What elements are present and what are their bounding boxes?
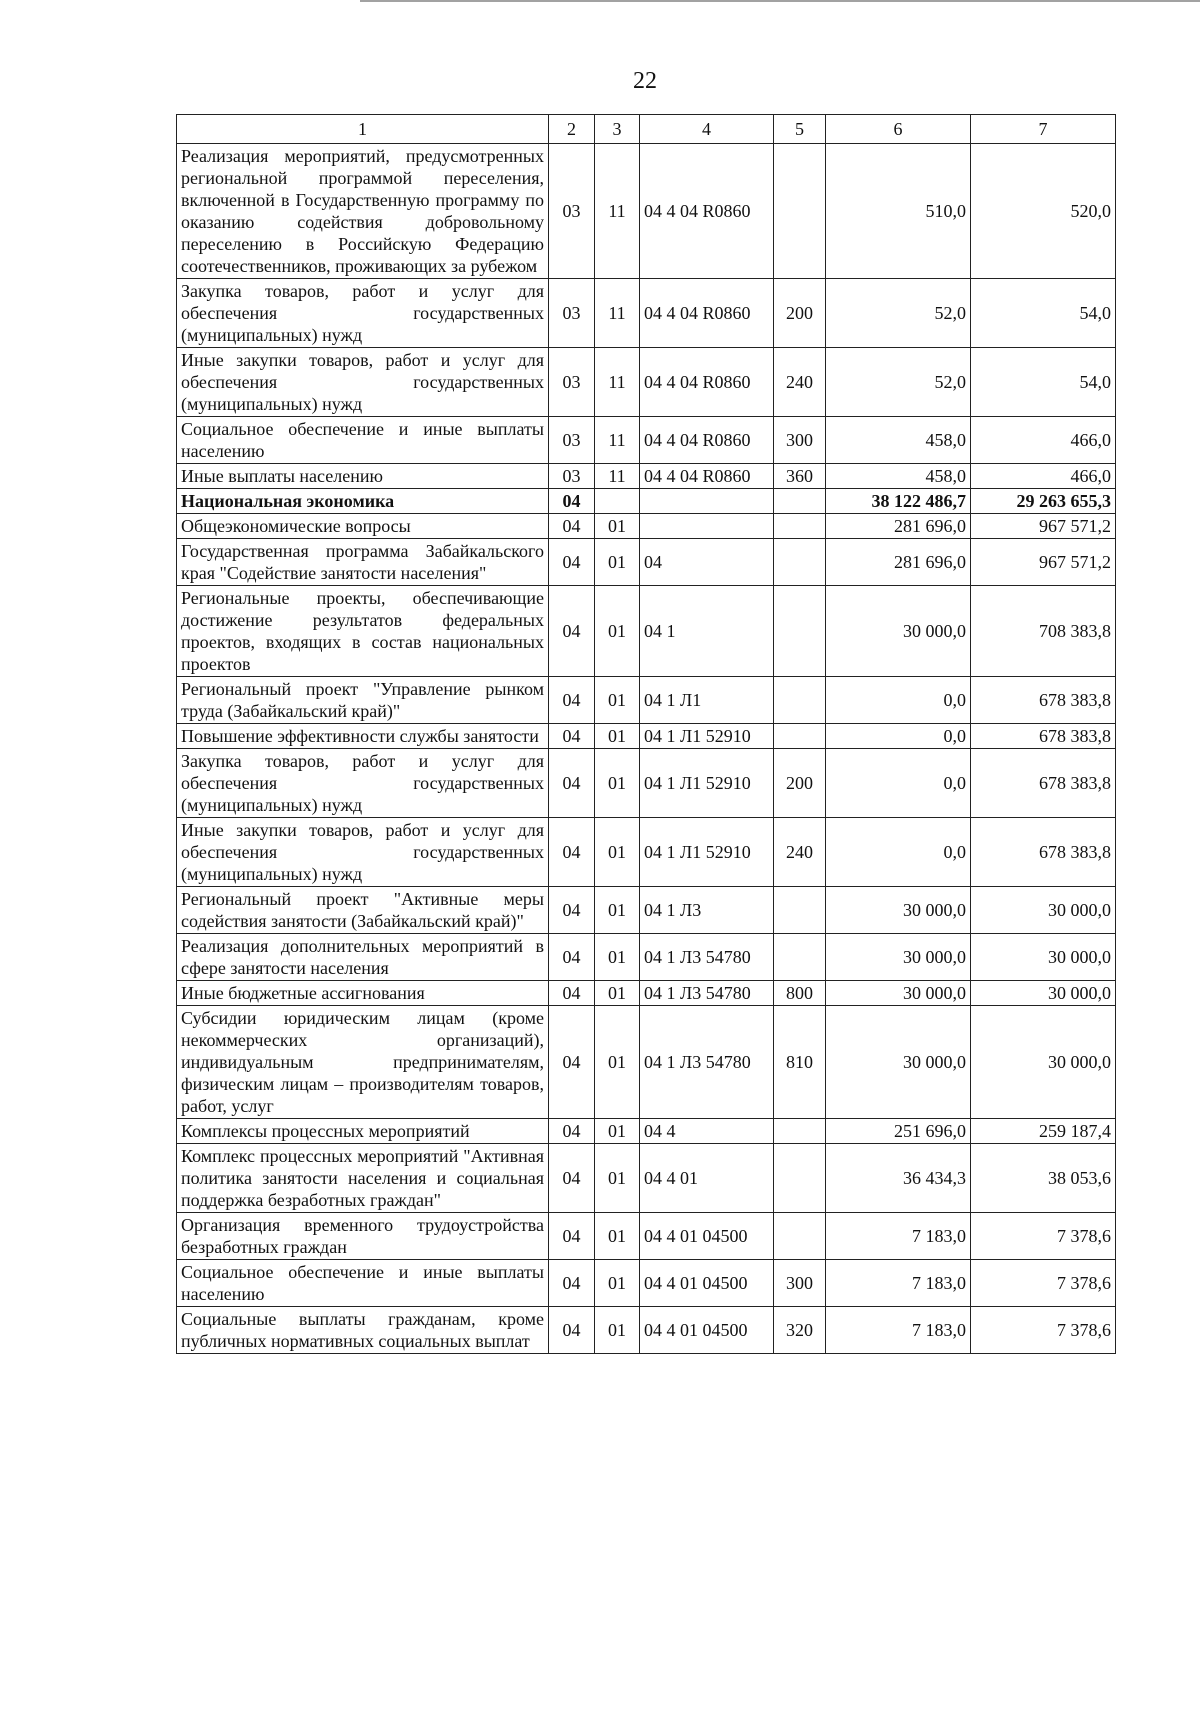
section-code: 04 — [549, 539, 595, 586]
section-code: 04 — [549, 1006, 595, 1119]
amount-year-1: 458,0 — [826, 417, 971, 464]
section-code: 04 — [549, 724, 595, 749]
target-article-code: 04 1 Л1 52910 — [640, 724, 774, 749]
row-name: Закупка товаров, работ и услуг для обеспечения государственных (муниципальных) нужд — [177, 749, 549, 818]
amount-year-1: 458,0 — [826, 464, 971, 489]
subsection-code: 11 — [595, 348, 640, 417]
page-number: 22 — [633, 68, 657, 94]
amount-year-2: 30 000,0 — [971, 981, 1116, 1006]
amount-year-1: 0,0 — [826, 724, 971, 749]
section-code: 04 — [549, 981, 595, 1006]
amount-year-1: 0,0 — [826, 749, 971, 818]
amount-year-1: 52,0 — [826, 279, 971, 348]
column-header: 7 — [971, 115, 1116, 144]
amount-year-2: 708 383,8 — [971, 586, 1116, 677]
table-row — [177, 677, 1116, 724]
table-row — [177, 1006, 1116, 1119]
target-article-code: 04 1 Л3 — [640, 887, 774, 934]
amount-year-1: 0,0 — [826, 677, 971, 724]
section-code: 04 — [549, 677, 595, 724]
subsection-code: 01 — [595, 934, 640, 981]
amount-year-1: 30 000,0 — [826, 887, 971, 934]
target-article-code: 04 4 04 R0860 — [640, 348, 774, 417]
target-article-code: 04 4 04 R0860 — [640, 417, 774, 464]
amount-year-1: 30 000,0 — [826, 1006, 971, 1119]
subsection-code: 01 — [595, 1006, 640, 1119]
subsection-code: 01 — [595, 887, 640, 934]
amount-year-2: 30 000,0 — [971, 887, 1116, 934]
amount-year-2: 466,0 — [971, 417, 1116, 464]
table-row — [177, 489, 1116, 514]
section-code: 04 — [549, 934, 595, 981]
row-name: Социальные выплаты гражданам, кроме публичных нормативных социальных выплат — [177, 1307, 549, 1354]
amount-year-1: 52,0 — [826, 348, 971, 417]
section-code: 04 — [549, 749, 595, 818]
amount-year-1: 251 696,0 — [826, 1119, 971, 1144]
expense-type-code: 200 — [774, 749, 826, 818]
table-row — [177, 818, 1116, 887]
row-name: Социальное обеспечение и иные выплаты населению — [177, 417, 549, 464]
section-code: 03 — [549, 417, 595, 464]
amount-year-2: 7 378,6 — [971, 1307, 1116, 1354]
amount-year-2: 7 378,6 — [971, 1260, 1116, 1307]
amount-year-1: 7 183,0 — [826, 1307, 971, 1354]
amount-year-2: 7 378,6 — [971, 1213, 1116, 1260]
amount-year-2: 54,0 — [971, 279, 1116, 348]
section-code: 04 — [549, 1260, 595, 1307]
subsection-code: 01 — [595, 981, 640, 1006]
section-code: 04 — [549, 818, 595, 887]
target-article-code — [640, 489, 774, 514]
amount-year-1: 281 696,0 — [826, 539, 971, 586]
row-name: Комплекс процессных мероприятий "Активная политика занятости населения и социальная поддержка безработных граждан" — [177, 1144, 549, 1213]
row-name: Субсидии юридическим лицам (кроме некоммерческих организаций), индивидуальным предпринимателям, физическим лицам – производителям товаров, работ, услуг — [177, 1006, 549, 1119]
table-row — [177, 539, 1116, 586]
amount-year-1: 36 434,3 — [826, 1144, 971, 1213]
subsection-code: 01 — [595, 749, 640, 818]
section-code: 04 — [549, 887, 595, 934]
section-code: 03 — [549, 144, 595, 279]
expense-type-code: 200 — [774, 279, 826, 348]
expense-type-code: 810 — [774, 1006, 826, 1119]
target-article-code: 04 1 Л3 54780 — [640, 934, 774, 981]
target-article-code: 04 4 04 R0860 — [640, 464, 774, 489]
scan-edge-line — [360, 0, 1200, 2]
table-row — [177, 887, 1116, 934]
subsection-code: 11 — [595, 144, 640, 279]
column-header: 1 — [177, 115, 549, 144]
amount-year-2: 520,0 — [971, 144, 1116, 279]
row-name: Иные выплаты населению — [177, 464, 549, 489]
subsection-code: 01 — [595, 1260, 640, 1307]
row-name: Иные закупки товаров, работ и услуг для обеспечения государственных (муниципальных) нужд — [177, 348, 549, 417]
target-article-code: 04 4 01 — [640, 1144, 774, 1213]
expense-type-code — [774, 934, 826, 981]
column-header: 4 — [640, 115, 774, 144]
expense-type-code: 300 — [774, 417, 826, 464]
table-row — [177, 749, 1116, 818]
target-article-code: 04 — [640, 539, 774, 586]
expense-type-code — [774, 1213, 826, 1260]
expense-type-code — [774, 144, 826, 279]
expense-type-code — [774, 539, 826, 586]
amount-year-1: 7 183,0 — [826, 1213, 971, 1260]
table-row — [177, 981, 1116, 1006]
target-article-code: 04 1 Л1 52910 — [640, 818, 774, 887]
amount-year-2: 30 000,0 — [971, 1006, 1116, 1119]
expense-type-code — [774, 887, 826, 934]
expense-type-code — [774, 489, 826, 514]
target-article-code — [640, 514, 774, 539]
target-article-code: 04 4 01 04500 — [640, 1213, 774, 1260]
section-code: 03 — [549, 279, 595, 348]
amount-year-2: 967 571,2 — [971, 539, 1116, 586]
expense-type-code — [774, 514, 826, 539]
column-header: 2 — [549, 115, 595, 144]
table-row — [177, 934, 1116, 981]
amount-year-2: 30 000,0 — [971, 934, 1116, 981]
expense-type-code: 360 — [774, 464, 826, 489]
expense-type-code: 240 — [774, 818, 826, 887]
subsection-code — [595, 489, 640, 514]
amount-year-2: 678 383,8 — [971, 818, 1116, 887]
expense-type-code — [774, 1144, 826, 1213]
row-name: Государственная программа Забайкальского края "Содействие занятости населения" — [177, 539, 549, 586]
subsection-code: 01 — [595, 1144, 640, 1213]
target-article-code: 04 1 Л3 54780 — [640, 981, 774, 1006]
table-row — [177, 724, 1116, 749]
table-row — [177, 586, 1116, 677]
subsection-code: 01 — [595, 1119, 640, 1144]
section-code: 04 — [549, 1119, 595, 1144]
section-code: 04 — [549, 1307, 595, 1354]
amount-year-1: 30 000,0 — [826, 934, 971, 981]
target-article-code: 04 4 04 R0860 — [640, 279, 774, 348]
subsection-code: 01 — [595, 514, 640, 539]
table-row — [177, 464, 1116, 489]
column-header: 6 — [826, 115, 971, 144]
row-name: Иные закупки товаров, работ и услуг для обеспечения государственных (муниципальных) нужд — [177, 818, 549, 887]
row-name: Национальная экономика — [177, 489, 549, 514]
section-code: 04 — [549, 1144, 595, 1213]
target-article-code: 04 1 Л3 54780 — [640, 1006, 774, 1119]
subsection-code: 11 — [595, 417, 640, 464]
amount-year-2: 38 053,6 — [971, 1144, 1116, 1213]
header-row — [177, 115, 1116, 144]
row-name: Организация временного трудоустройства безработных граждан — [177, 1213, 549, 1260]
row-name: Реализация дополнительных мероприятий в сфере занятости населения — [177, 934, 549, 981]
table-row — [177, 417, 1116, 464]
expense-type-code — [774, 677, 826, 724]
subsection-code: 01 — [595, 1307, 640, 1354]
table-row — [177, 1144, 1116, 1213]
amount-year-1: 30 000,0 — [826, 981, 971, 1006]
amount-year-1: 38 122 486,7 — [826, 489, 971, 514]
expense-type-code: 320 — [774, 1307, 826, 1354]
target-article-code: 04 4 01 04500 — [640, 1260, 774, 1307]
row-name: Закупка товаров, работ и услуг для обеспечения государственных (муниципальных) нужд — [177, 279, 549, 348]
subsection-code: 01 — [595, 1213, 640, 1260]
table-row — [177, 514, 1116, 539]
amount-year-2: 678 383,8 — [971, 724, 1116, 749]
section-code: 03 — [549, 348, 595, 417]
subsection-code: 01 — [595, 586, 640, 677]
amount-year-2: 466,0 — [971, 464, 1116, 489]
table-row — [177, 144, 1116, 279]
target-article-code: 04 1 — [640, 586, 774, 677]
target-article-code: 04 1 Л1 52910 — [640, 749, 774, 818]
row-name: Повышение эффективности службы занятости — [177, 724, 549, 749]
amount-year-2: 29 263 655,3 — [971, 489, 1116, 514]
row-name: Региональный проект "Управление рынком труда (Забайкальский край)" — [177, 677, 549, 724]
subsection-code: 01 — [595, 677, 640, 724]
budget-table — [176, 114, 1116, 1354]
row-name: Иные бюджетные ассигнования — [177, 981, 549, 1006]
expense-type-code — [774, 586, 826, 677]
table-row — [177, 279, 1116, 348]
amount-year-1: 30 000,0 — [826, 586, 971, 677]
amount-year-1: 510,0 — [826, 144, 971, 279]
amount-year-1: 0,0 — [826, 818, 971, 887]
subsection-code: 01 — [595, 724, 640, 749]
column-header: 5 — [774, 115, 826, 144]
target-article-code: 04 4 01 04500 — [640, 1307, 774, 1354]
section-code: 03 — [549, 464, 595, 489]
amount-year-2: 678 383,8 — [971, 749, 1116, 818]
expense-type-code: 800 — [774, 981, 826, 1006]
target-article-code: 04 1 Л1 — [640, 677, 774, 724]
row-name: Региональный проект "Активные меры содействия занятости (Забайкальский край)" — [177, 887, 549, 934]
target-article-code: 04 4 04 R0860 — [640, 144, 774, 279]
subsection-code: 11 — [595, 464, 640, 489]
row-name: Общеэкономические вопросы — [177, 514, 549, 539]
section-code: 04 — [549, 1213, 595, 1260]
row-name: Реализация мероприятий, предусмотренных региональной программой переселения, включенной в Государственную программу по оказанию содействия добровольному переселению в Российскую Федерацию соотечественников, проживающих за рубежом — [177, 144, 549, 279]
expense-type-code: 300 — [774, 1260, 826, 1307]
table-row — [177, 348, 1116, 417]
table-row — [177, 1213, 1116, 1260]
column-header: 3 — [595, 115, 640, 144]
expense-type-code: 240 — [774, 348, 826, 417]
expense-type-code — [774, 1119, 826, 1144]
amount-year-2: 967 571,2 — [971, 514, 1116, 539]
section-code: 04 — [549, 514, 595, 539]
table-row — [177, 1260, 1116, 1307]
table-row — [177, 1119, 1116, 1144]
subsection-code: 01 — [595, 539, 640, 586]
subsection-code: 01 — [595, 818, 640, 887]
expense-type-code — [774, 724, 826, 749]
amount-year-1: 281 696,0 — [826, 514, 971, 539]
row-name: Региональные проекты, обеспечивающие достижение результатов федеральных проектов, входящих в состав национальных проектов — [177, 586, 549, 677]
subsection-code: 11 — [595, 279, 640, 348]
row-name: Комплексы процессных мероприятий — [177, 1119, 549, 1144]
section-code: 04 — [549, 586, 595, 677]
row-name: Социальное обеспечение и иные выплаты населению — [177, 1260, 549, 1307]
target-article-code: 04 4 — [640, 1119, 774, 1144]
amount-year-1: 7 183,0 — [826, 1260, 971, 1307]
amount-year-2: 259 187,4 — [971, 1119, 1116, 1144]
table-row — [177, 1307, 1116, 1354]
amount-year-2: 678 383,8 — [971, 677, 1116, 724]
amount-year-2: 54,0 — [971, 348, 1116, 417]
section-code: 04 — [549, 489, 595, 514]
